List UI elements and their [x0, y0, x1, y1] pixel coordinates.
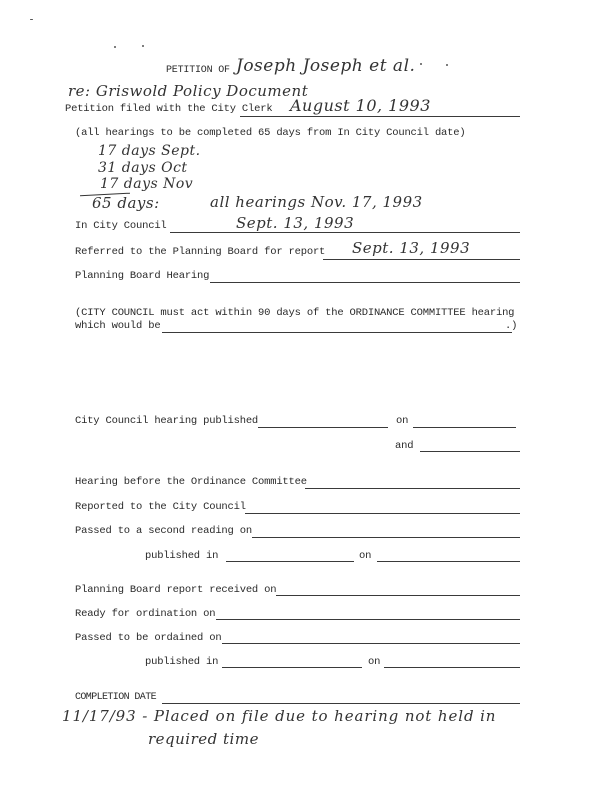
ready-line: [216, 619, 520, 620]
cc-and-line: [420, 451, 520, 452]
cc-published-line: [258, 427, 388, 428]
reported-label: Reported to the City Council: [75, 501, 246, 513]
scan-speck: [142, 45, 144, 47]
second-reading-line: [252, 537, 520, 538]
cc-published-label: City Council hearing published: [75, 415, 259, 427]
published-on-label-2: on: [368, 656, 381, 668]
pb-hearing-line: [210, 282, 520, 283]
calc-total: 65 days:: [92, 194, 160, 212]
published-on-line-2: [384, 667, 520, 668]
completion-note-line2: required time: [148, 730, 259, 748]
published-in-label-1: published in: [145, 550, 219, 562]
cc-on-line: [413, 427, 516, 428]
second-reading-label: Passed to a second reading on: [75, 525, 252, 537]
scan-speck: [114, 46, 116, 48]
in-council-label: In City Council: [75, 220, 167, 232]
pb-report-line: [276, 595, 520, 596]
petition-of-label: PETITION OF: [166, 65, 230, 76]
published-in-line-1: [226, 561, 354, 562]
pb-hearing-label: Planning Board Hearing: [75, 270, 210, 282]
hearings-note: (all hearings to be completed 65 days from In City Council date): [75, 127, 466, 139]
ordained-line: [222, 643, 520, 644]
completion-note-line1: 11/17/93 - Placed on file due to hearing not held in: [62, 707, 497, 725]
ordained-label: Passed to be ordained on: [75, 632, 222, 644]
calc-result: all hearings Nov. 17, 1993: [210, 193, 423, 211]
pb-report-label: Planning Board report received on: [75, 584, 277, 596]
published-in-label-2: published in: [145, 656, 219, 668]
completion-label: COMPLETION DATE: [75, 692, 157, 703]
filed-value: August 10, 1993: [290, 96, 431, 115]
scan-speck: [30, 19, 33, 20]
reported-line: [245, 513, 520, 514]
council-note-line1: (CITY COUNCIL must act within 90 days of the ORDINANCE COMMITTEE hearing: [75, 307, 515, 319]
ready-label: Ready for ordination on: [75, 608, 216, 620]
published-on-line-1: [377, 561, 520, 562]
ordinance-hearing-line: [305, 488, 520, 489]
referred-value: Sept. 13, 1993: [352, 239, 471, 257]
council-note-close: .): [505, 320, 518, 332]
referred-label: Referred to the Planning Board for report: [75, 246, 326, 258]
filed-line: [240, 116, 520, 117]
calc-line-nov: 17 days Nov: [100, 176, 194, 192]
completion-line: [162, 703, 520, 704]
petitioner-name: Joseph Joseph et al.: [236, 56, 416, 76]
cc-and-label: and: [395, 440, 414, 452]
ordinance-hearing-label: Hearing before the Ordinance Committee: [75, 476, 307, 488]
re-subject: re: Griswold Policy Document: [68, 82, 309, 100]
council-note-line: [162, 332, 512, 333]
in-council-line: [170, 232, 520, 233]
published-in-line-2: [222, 667, 362, 668]
filed-label: Petition filed with the City Clerk: [65, 103, 273, 115]
scan-speck: [420, 63, 422, 65]
scan-speck: [446, 64, 448, 66]
referred-line: [323, 259, 520, 260]
calc-line-sept: 17 days Sept.: [98, 143, 201, 159]
calc-line-oct: 31 days Oct: [98, 160, 188, 176]
in-council-value: Sept. 13, 1993: [236, 214, 355, 232]
council-note-which: which would be: [75, 320, 161, 332]
published-on-label-1: on: [359, 550, 372, 562]
cc-on-label: on: [396, 415, 409, 427]
